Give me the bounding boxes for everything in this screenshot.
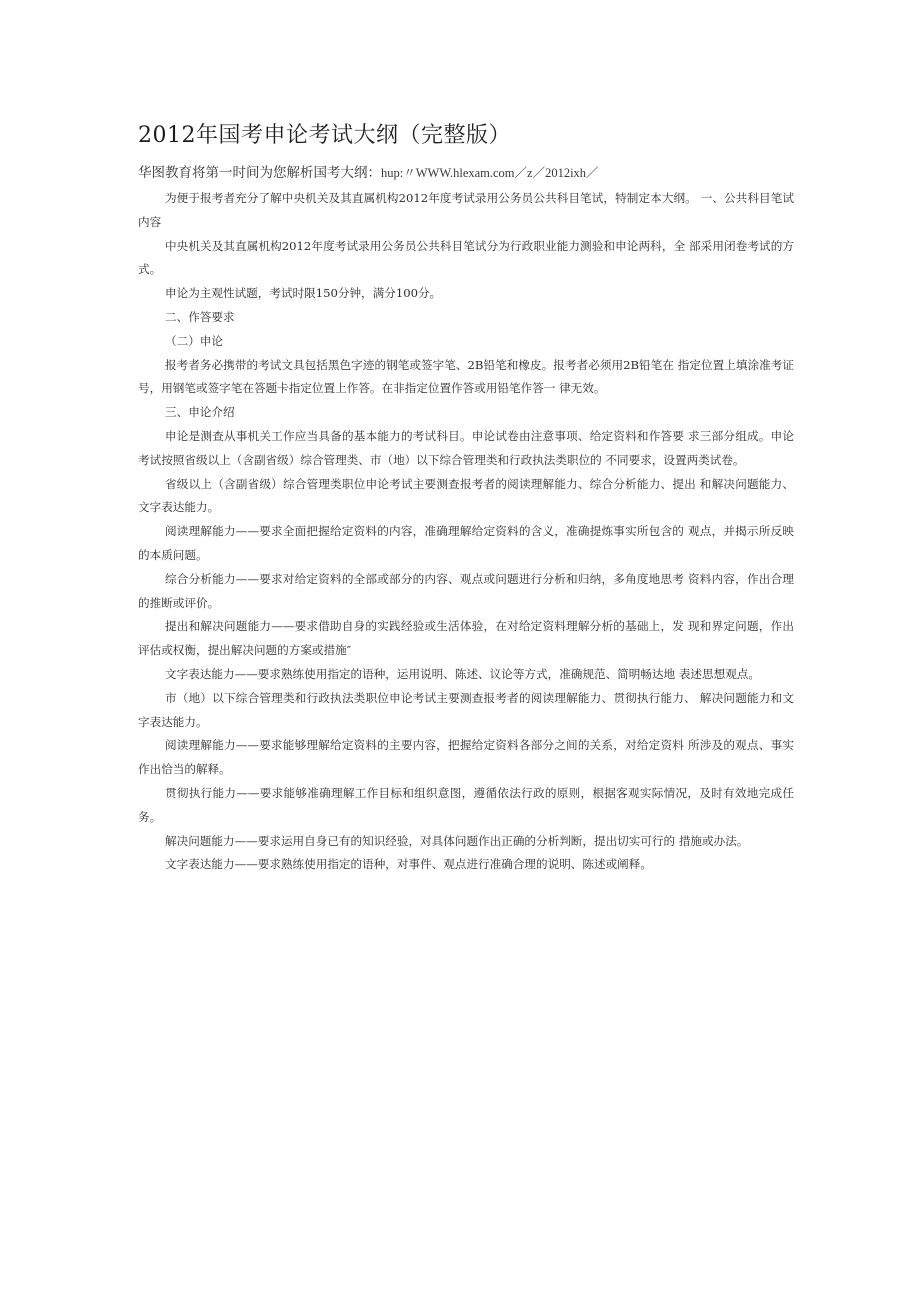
exam-outline-link[interactable]: hup:〃WWW.hlexam.com／z／2012ixh／ [381,166,599,180]
paragraph-municipal-problem-solving: 解决问题能力——要求运用自身已有的知识经验，对具体问题作出正确的分析判断，提出切实可行的 措施或办法。 [165,833,749,848]
document-title: 2012年国考申论考试大纲（完整版） [138,123,511,148]
paragraph-municipal-expression: 文字表达能力——要求熟练使用指定的语种，对事件、观点进行准确合理的说明、陈述或阐释。 [165,857,652,872]
paragraph-written-expression: 文字表达能力——要求熟练使用指定的语种，运用说明、陈述、议论等方式，准确规范、简明畅达地 表述思想观点。 [165,666,760,681]
paragraph-exam-duration: 申论为主观性试题，考试时限150分钟，满分100分。 [165,286,442,301]
paragraph-municipal-abilities: 市（地）以下综合管理类和行政执法类职位申论考试主要测查报考者的阅读理解能力、贯彻执行能力、 解决问题能力和文字表达能力。 [138,690,794,729]
document-body [138,187,794,877]
section-heading-shenlun-intro: 三、申论介绍 [165,405,235,420]
document-subtitle [138,161,794,181]
paragraph-shenlun-overview: 申论是测查从事机关工作应当具备的基本能力的考试科目。申论试卷由注意事项、给定资料和作答要 求三部分组成。申论考试按照省级以上（含副省级）综合管理类、市（地）以下综合管理类和行政执法类职位的 不同要求，设置两类试卷。 [138,428,794,467]
paragraph-municipal-reading: 阅读理解能力——要求能够理解给定资料的主要内容，把握给定资料各部分之间的关系，对给定资料 所涉及的观点、事实作出恰当的解释。 [138,738,794,777]
subsection-heading-shenlun: （二）申论 [165,333,223,348]
subtitle-text: 华图教育将第一时间为您解析国考大纲： [138,165,381,181]
document-page [138,118,794,877]
paragraph-problem-solving: 提出和解决问题能力——要求借助自身的实践经验或生活体验，在对给定资料理解分析的基础上，发 现和界定问题，作出评估或权衡，提出解决问题的方案或措施″ [138,619,794,658]
paragraph-reading-comprehension: 阅读理解能力——要求全面把握给定资料的内容，准确理解给定资料的含义，准确提炼事实所包含的 观点，并揭示所反映的本质问题。 [138,524,794,562]
paragraph-comprehensive-analysis: 综合分析能力——要求对给定资料的全部或部分的内容、观点或问题进行分析和归纳，多角度地思考 资料内容，作出合理的推断或评价。 [138,571,794,610]
paragraph-exam-subjects: 中央机关及其直属机构2012年度考试录用公务员公共科目笔试分为行政职业能力测验和申论两科，全 部采用闭卷考试的方式。 [138,238,794,277]
section-heading-answer-requirements: 二、作答要求 [165,309,235,324]
paragraph-intro: 为便于报考者充分了解中央机关及其直属机构2012年度考试录用公务员公共科目笔试，特制定本大纲。 一、公共科目笔试内容 [138,191,794,229]
paragraph-provincial-abilities: 省级以上（含副省级）综合管理类职位申论考试主要测查报考者的阅读理解能力、综合分析能力、提出 和解决问题能力、文字表达能力。 [138,476,794,515]
paragraph-exam-stationery: 报考者务必携带的考试文具包括黑色字迹的钢笔或签字笔、2B铅笔和橡皮。报考者必须用2B铅笔在 指定位置上填涂准考证号，用钢笔或签字笔在答题卡指定位置上作答。在非指定位置作答或用铅笔作答一 律无效。 [138,357,794,396]
paragraph-implementation: 贯彻执行能力——要求能够准确理解工作目标和组织意图，遵循依法行政的原则，根据客观实际情况，及时有效地完成任务。 [138,785,794,824]
